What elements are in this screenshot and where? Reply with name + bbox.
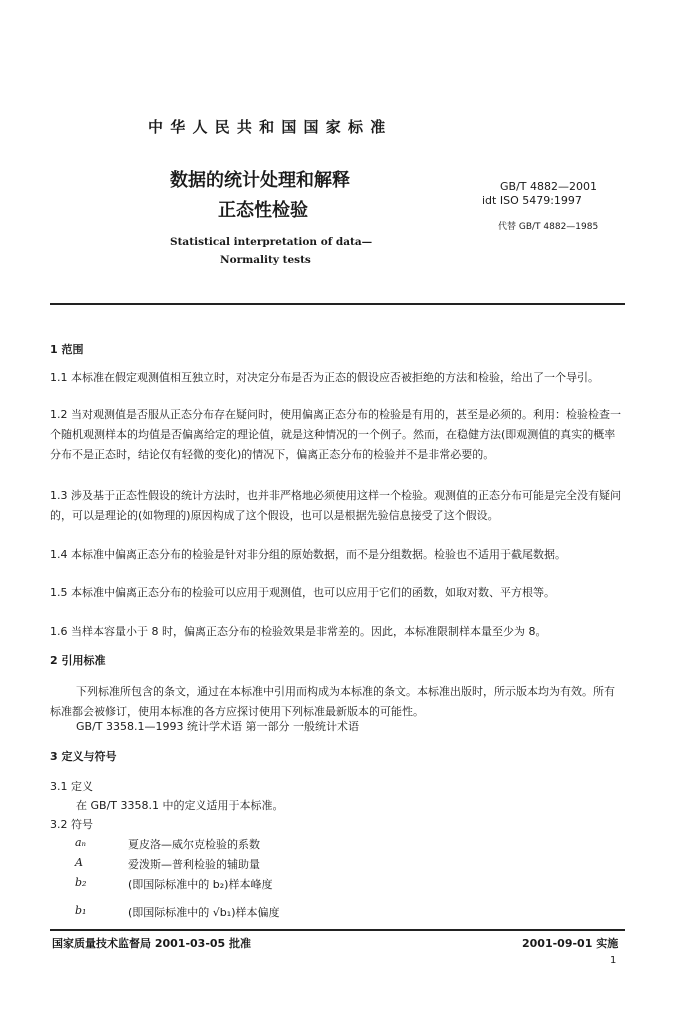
symbol-row [0,876,680,894]
symbol-row [0,856,680,874]
paragraph-1-5: 1.5 本标准中偏离正态分布的检验可以应用于观测值，也可以应用于它们的函数，如取对数、平方根等。 [50,586,555,599]
footer-divider [50,929,625,931]
paragraph-1-4: 1.4 本标准中偏离正态分布的检验是针对非分组的原始数据，而不是分组数据。检验也不适用于截尾数据。 [50,548,566,561]
replaces-standard: 代替 GB/T 4882—1985 [498,222,599,232]
symbol-row [0,836,680,854]
effective-date: 2001-09-01 实施 [522,937,619,950]
symbol-description: 爱泼斯—普利检验的辅助量 [128,858,260,871]
paragraph-1-1: 1.1 本标准在假定观测值相互独立时，对决定分布是否为正态的假设应否被拒绝的方法和检验，给出了一个导引。 [50,371,599,384]
section-3-2-heading: 3.2 符号 [50,818,93,831]
idt-iso-number: idt ISO 5479:1997 [482,194,582,207]
section-1-heading: 1 范围 [50,343,84,356]
symbol-code: b₂ [75,876,87,889]
page-number: 1 [610,955,617,966]
section-3-1-heading: 3.1 定义 [50,780,93,793]
symbol-code: b₁ [75,904,87,917]
symbol-row [0,904,680,922]
section-3-1-text: 在 GB/T 3358.1 中的定义适用于本标准。 [76,799,284,812]
symbol-code: A [75,856,83,869]
title-en-line1: Statistical interpretation of data— [170,236,373,248]
symbol-description: (即国际标准中的 √b₁)样本偏度 [128,906,280,919]
paragraph-1-3: 1.3 涉及基于正态性假设的统计方法时，也并非严格地必须使用这样一个检验。观测值的正态分布可能是完全没有疑问的，可以是理论的(如物理的)原因构成了这个假设，也可以是根据先验信息接受了这个假设。 [50,489,621,522]
paragraph-1-6: 1.6 当样本容量小于 8 时，偏离正态分布的检验效果是非常差的。因此，本标准限制样本量至少为 8。 [50,625,547,638]
title-cn-line2: 正态性检验 [218,200,308,221]
national-standard-label: 中 华 人 民 共 和 国 国 家 标 准 [148,118,387,136]
symbol-description: (即国际标准中的 b₂)样本峰度 [128,878,273,891]
paragraph-1-2: 1.2 当对观测值是否服从正态分布存在疑问时，使用偏离正态分布的检验是有用的，甚至是必须的。利用：检验检查一个随机观测样本的均值是否偏离给定的理论值，就是这种情况的一个例子。然而，在稳健方法(即观测值的真实的概率分布不是正态时，结论仅有轻微的变化)的情况下，偏离正态分布的检验并不是非常必要的。 [50,408,621,461]
symbol-description: 夏皮洛—威尔克检验的系数 [128,838,260,851]
section-2-heading: 2 引用标准 [50,654,106,667]
section-3-heading: 3 定义与符号 [50,750,117,763]
normative-reference: GB/T 3358.1—1993 统计学术语 第一部分 一般统计术语 [76,720,359,733]
header-divider [50,303,625,305]
issuer-approval: 国家质量技术监督局 2001-03-05 批准 [52,937,252,950]
paragraph-2-intro: 下列标准所包含的条文，通过在本标准中引用而构成为本标准的条文。本标准出版时，所示版本均为有效。所有标准都会被修订，使用本标准的各方应探讨使用下列标准最新版本的可能性。 [50,685,615,718]
title-cn-line1: 数据的统计处理和解释 [170,170,350,191]
symbol-code: aₙ [75,836,87,849]
standard-number: GB/T 4882—2001 [500,180,597,193]
title-en-line2: Normality tests [220,254,311,266]
